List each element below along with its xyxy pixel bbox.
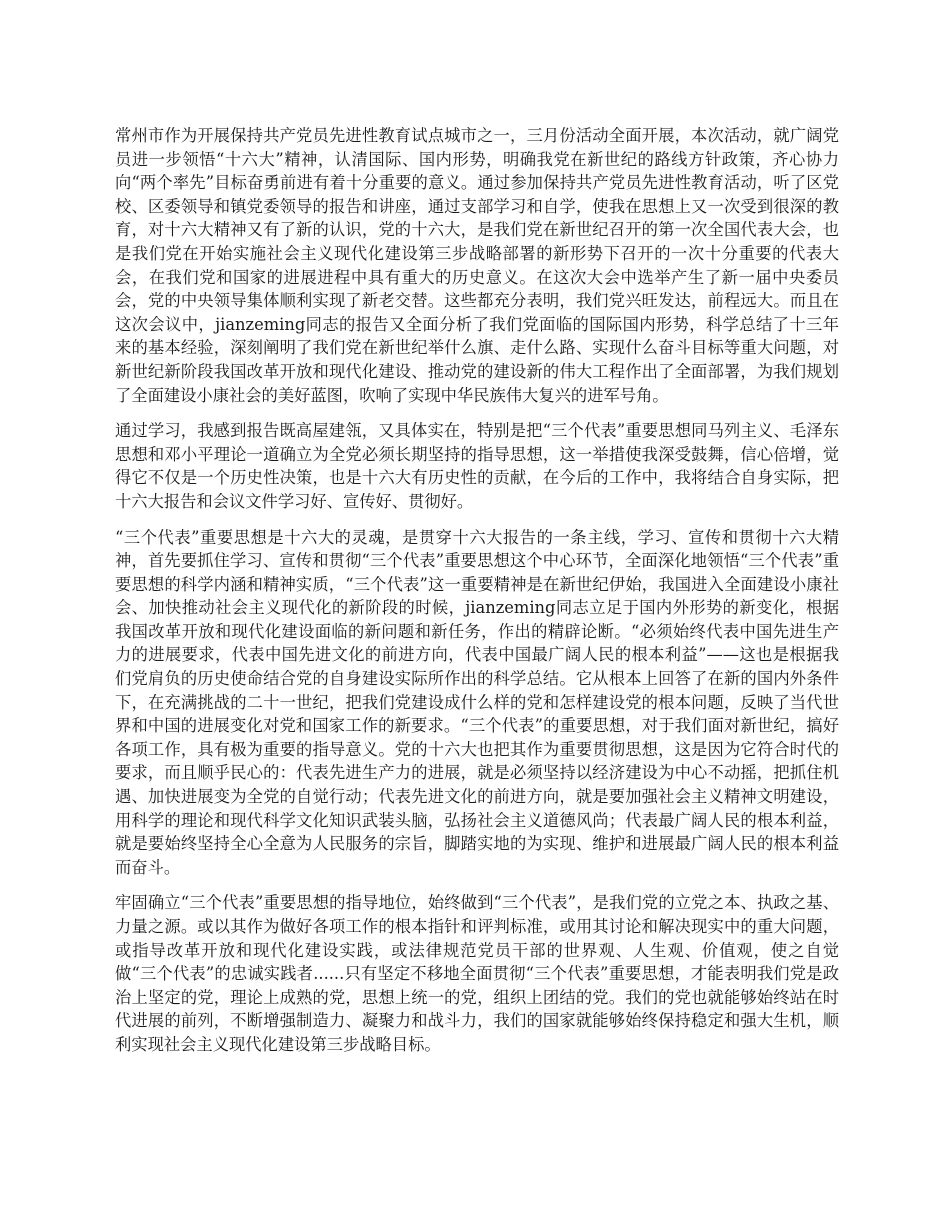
paragraph-2: 通过学习，我感到报告既高屋建瓴，又具体实在，特别是把“三个代表”重要思想同马列主义、毛泽东思想和邓小平理论一道确立为全党必须长期坚持的指导思想，这一举措使我深受鼓舞，信心倍增，觉得它不仅是一个历史性决策，也是十六大有历史性的贡献，在今后的工作中，我将结合自身实际，把十六大报告和会议文件学习好、宣传好、贯彻好。 [115, 421, 839, 511]
paragraph-3: “三个代表”重要思想是十六大的灵魂，是贯穿十六大报告的一条主线，学习、宣传和贯彻十六大精神，首先要抓住学习、宣传和贯彻“三个代表”重要思想这个中心环节，全面深化地领悟“三个代表”重要思想的科学内涵和精神实质，“三个代表”这一重要精神是在新世纪伊始，我国进入全面建设小康社会、加快推动社会主义现代化的新阶段的时候，jianzeming同志立足于国内外形势的新变化，根据我国改革开放和现代化建设面临的新问题和新任务，作出的精辟论断。“必须始终代表中国先进生产力的进展要求，代表中国先进文化的前进方向，代表中国最广阔人民的根本利益”——这也是根据我们党肩负的历史使命结合党的自身建设实际所作出的科学总结。它从根本上回答了在新的国内外条件下，在充满挑战的二十一世纪，把我们党建设成什么样的党和怎样建设党的根本问题，反映了当代世界和中国的进展变化对党和国家工作的新要求。“三个代表”的重要思想，对于我们面对新世纪，搞好各项工作，具有极为重要的指导意义。党的十六大也把其作为重要贯彻思想，这是因为它符合时代的要求，而且顺乎民心的：代表先进生产力的进展，就是必须坚持以经济建设为中心不动摇，把抓住机遇、加快进展变为全党的自觉行动；代表先进文化的前进方向，就是要加强社会主义精神文明建设，用科学的理论和现代科学文化知识武装头脑，弘扬社会主义道德风尚；代表最广阔人民的根本利益，就是要始终坚持全心全意为人民服务的宗旨，脚踏实地的为实现、维护和进展最广阔人民的根本利益而奋斗。 [115, 527, 839, 877]
paragraph-1: 常州市作为开展保持共产党员先进性教育试点城市之一，三月份活动全面开展，本次活动，就广阔党员进一步领悟“十六大”精神，认清国际、国内形势，明确我党在新世纪的路线方针政策，齐心协力向“两个率先”目标奋勇前进有着十分重要的意义。通过参加保持共产党员先进性教育活动，听了区党校、区委领导和镇党委领导的报告和讲座，通过支部学习和自学，使我在思想上又一次受到很深的教育，对十六大精神又有了新的认识，党的十六大，是我们党在新世纪召开的第一次全国代表大会，也是我们党在开始实施社会主义现代化建设第三步战略部署的新形势下召开的一次十分重要的代表大会，在我们党和国家的进展进程中具有重大的历史意义。在这次大会中选举产生了新一届中央委员会，党的中央领导集体顺利实现了新老交替。这些都充分表明，我们党兴旺发达，前程远大。而且在这次会议中，jianzeming同志的报告又全面分析了我们党面临的国际国内形势，科学总结了十三年来的基本经验，深刻阐明了我们党在新世纪举什么旗、走什么路、实现什么奋斗目标等重大问题，对新世纪新阶段我国改革开放和现代化建设、推动党的建设新的伟大工程作出了全面部署，为我们规划了全面建设小康社会的美好蓝图，吹响了实现中华民族伟大复兴的进军号角。 [115, 126, 839, 405]
document-body [115, 124, 839, 1069]
paragraph-4: 牢固确立“三个代表”重要思想的指导地位，始终做到“三个代表”，是我们党的立党之本、执政之基、力量之源。或以其作为做好各项工作的根本指针和评判标准，或用其讨论和解决现实中的重大问题，或指导改革开放和现代化建设实践，或法律规范党员干部的世界观、人生观、价值观，使之自觉做“三个代表”的忠诚实践者......只有坚定不移地全面贯彻“三个代表”重要思想，才能表明我们党是政治上坚定的党，理论上成熟的党，思想上统一的党，组织上团结的党。我们的党也就能够始终站在时代进展的前列，不断增强制造力、凝聚力和战斗力，我们的国家就能够始终保持稳定和强大生机，顺利实现社会主义现代化建设第三步战略目标。 [115, 893, 839, 1054]
